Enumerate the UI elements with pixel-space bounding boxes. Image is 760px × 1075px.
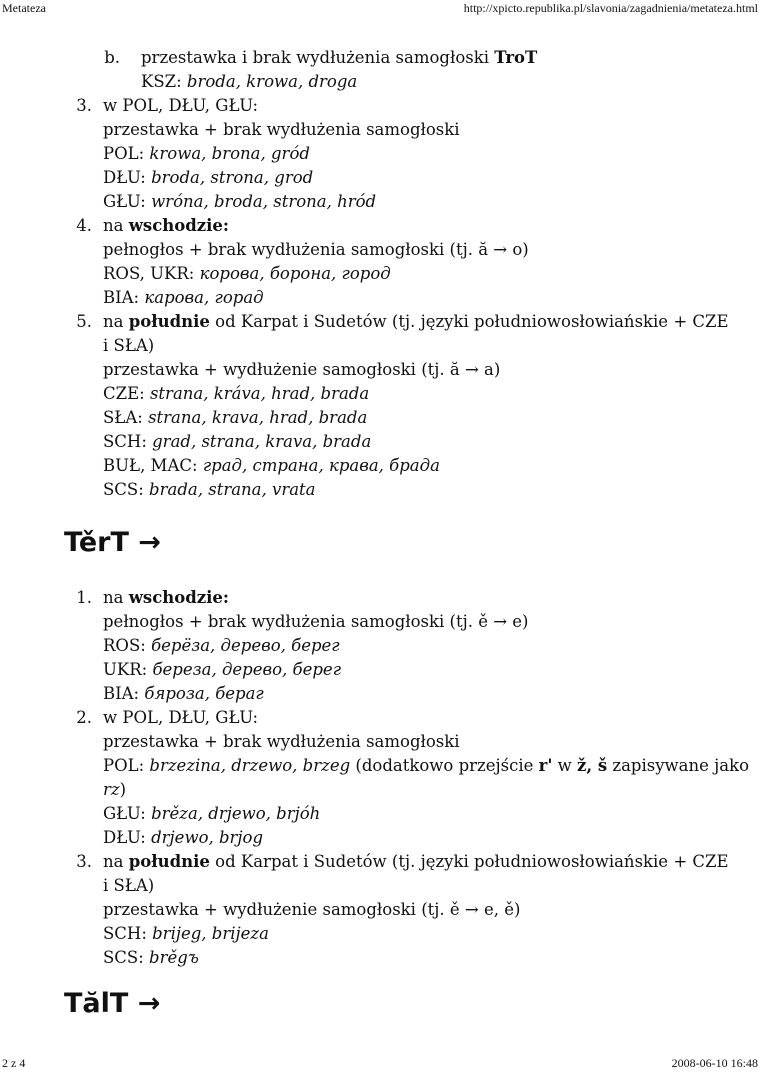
tert-item-1-title: na wschodzie: [103,588,230,607]
cze-examples: CZE: strana, kráva, hrad, brada [103,384,370,403]
tert-sch-examples: SCH: brijeg, brijeza [103,924,269,943]
bul-mac-examples: BUŁ, MAC: град, страна, крава, брада [103,456,440,475]
ros-ukr-examples: ROS, UKR: корова, борона, город [103,264,391,283]
tert-item-2-title: w POL, DŁU, GŁU: [103,708,259,727]
tert-pol-examples: POL: brzezina, drzewo, brzeg (dodatkowo przejście r' w ž, š zapisywane jako [103,756,750,775]
tert-scs-examples: SCS: brěgъ [103,948,199,967]
ksz-examples: KSZ: broda, krowa, droga [141,72,358,91]
tert-item-3-cont: i SŁA) [103,876,155,895]
page-url: http://xpicto.republika.pl/slavonia/zagadnienia/metateza.html [463,1,758,15]
print-datetime: 2008-06-10 16:48 [671,1056,758,1070]
tert-ros-examples: ROS: берёза, дерево, берег [103,636,340,655]
section-heading-tert: TěrT → [64,527,161,558]
tert-bia-examples: BIA: бяроза, бераг [103,684,264,703]
page-title: Metateza [2,1,46,15]
list-item-5-desc: przestawka + wydłużenie samogłoski (tj. ă → a) [103,360,501,379]
page-number: 2 z 4 [2,1056,26,1070]
list-item-4-desc: pełnogłos + brak wydłużenia samogłoski (tj. ă → o) [103,240,529,259]
tert-item-2-desc: przestawka + brak wydłużenia samogłoski [103,732,460,751]
sch-examples: SCH: grad, strana, krava, brada [103,432,372,451]
tert-pol-examples-cont: rz) [103,780,127,799]
list-item-4-title: na wschodzie: [103,216,230,235]
tert-glu-examples: GŁU: brěza, drjewo, brjóh [103,804,321,823]
list-marker: b. [104,48,120,67]
print-header [0,0,760,16]
bia-examples: BIA: карова, горад [103,288,264,307]
print-footer [0,1056,760,1075]
glu-examples: GŁU: wróna, broda, strona, hród [103,192,377,211]
tert-dlu-examples: DŁU: drjewo, brjog [103,828,264,847]
dlu-examples: DŁU: broda, strona, grod [103,168,314,187]
list-item-5-cont: i SŁA) [103,336,155,355]
tert-ukr-examples: UKR: береза, дерево, берег [103,660,342,679]
list-item-3-title: w POL, DŁU, GŁU: [103,96,259,115]
tert-item-1-desc: pełnogłos + brak wydłużenia samogłoski (tj. ě → e) [103,612,529,631]
list-item-3-desc: przestawka + brak wydłużenia samogłoski [103,120,460,139]
tert-item-3-desc: przestawka + wydłużenie samogłoski (tj. ě → e, ě) [103,900,521,919]
pol-examples: POL: krowa, brona, gród [103,144,310,163]
list-item-b-text: przestawka i brak wydłużenia samogłoski TroT [141,48,538,67]
tert-item-3-title: na południe od Karpat i Sudetów (tj. języki południowosłowiańskie + CZE [103,852,729,871]
list-item-5-title: na południe od Karpat i Sudetów (tj. języki południowosłowiańskie + CZE [103,312,729,331]
scs-examples: SCS: brada, strana, vrata [103,480,316,499]
sla-examples: SŁA: strana, krava, hrad, brada [103,408,368,427]
section-heading-talt: TălT → [64,988,161,1019]
